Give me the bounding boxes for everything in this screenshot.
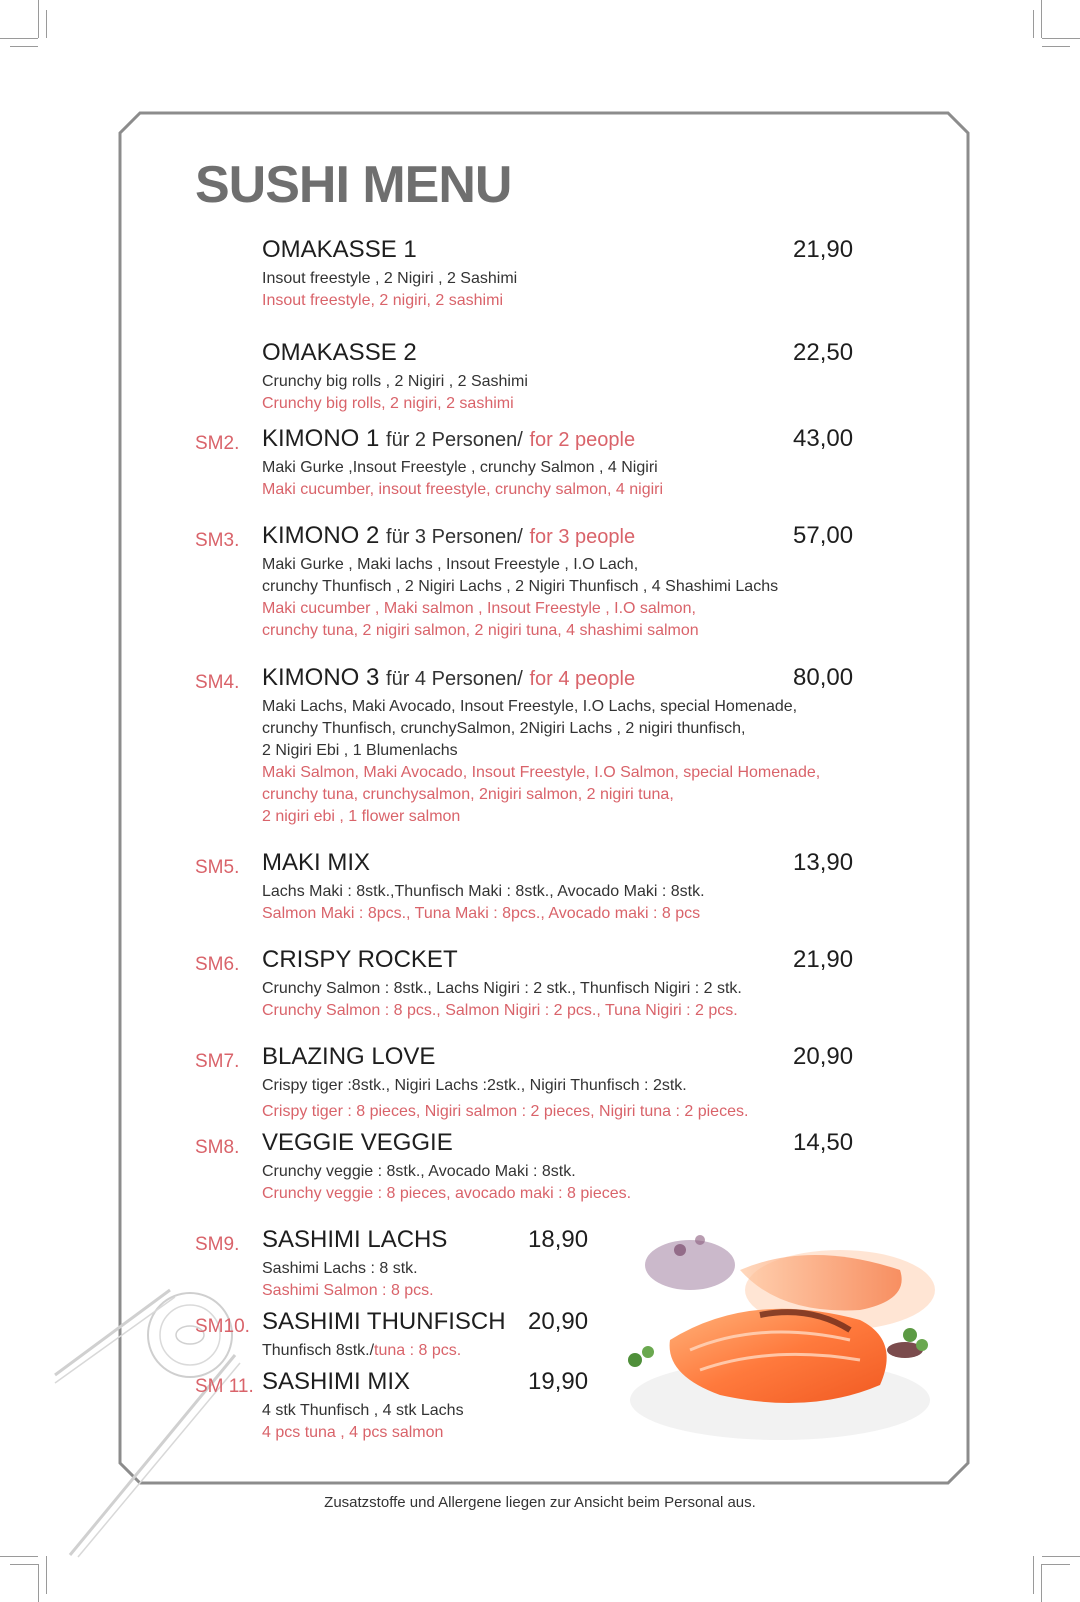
item-price: 14,50 — [793, 1129, 854, 1156]
item-description: Maki Lachs, Maki Avocado, Insout Freestyle, I.O Lachs, special Homenade, crunchy Thunfisch, crunchySalmon, 2Nigiri Lachs , 2 nigiri thunfisch, 2 Nigiri Ebi , 1 Blumenlachs Maki Salmon, Maki Avocado, Insout Freestyle, I.O Salmon, special Homenade, crunchy tuna, crunchysalmon, 2nigiri salmon, 2 nigiri tuna, 2 nigiri ebi , 1 flower salmon — [262, 698, 821, 825]
item-name: SASHIMI THUNFISCH — [262, 1308, 506, 1335]
page-title: SUSHI MENU — [195, 156, 512, 214]
item-code: SM5. — [195, 857, 240, 878]
item-name: KIMONO 2 für 3 Personen/ for 3 people — [262, 522, 636, 549]
item-price: 20,90 — [793, 1043, 854, 1070]
item-description: Maki Gurke ,Insout Freestyle , crunchy Salmon , 4 Nigiri Maki cucumber, insout freestyle, crunchy salmon, 4 nigiri — [262, 459, 664, 498]
item-description: Crunchy big rolls , 2 Nigiri , 2 Sashimi Crunchy big rolls, 2 nigiri, 2 sashimi — [262, 373, 528, 412]
item-price: 21,90 — [793, 946, 854, 973]
item-code: SM2. — [195, 433, 240, 454]
crop-mark — [46, 1556, 47, 1594]
item-name: KIMONO 3 für 4 Personen/ for 4 people — [262, 664, 636, 691]
item-price: 57,00 — [793, 522, 854, 549]
item-price: 19,90 — [528, 1368, 589, 1395]
crop-mark — [1041, 0, 1042, 38]
crop-mark — [1042, 1556, 1080, 1557]
item-description: Crispy tiger :8stk., Nigiri Lachs :2stk., Nigiri Thunfisch : 2stk. Crispy tiger : 8 pieces, Nigiri salmon : 2 pieces, Nigiri tuna : 2 pieces. — [262, 1077, 749, 1120]
salmon-sashimi-image — [610, 1210, 950, 1455]
crop-mark — [1033, 10, 1034, 38]
item-description: 4 stk Thunfisch , 4 stk Lachs 4 pcs tuna , 4 pcs salmon — [262, 1402, 464, 1441]
crop-mark — [38, 0, 39, 38]
crop-mark — [38, 1564, 39, 1602]
item-description: Sashimi Lachs : 8 stk. Sashimi Salmon : 8 pcs. — [262, 1260, 434, 1299]
item-name: SASHIMI LACHS — [262, 1226, 448, 1253]
item-code: SM7. — [195, 1051, 240, 1072]
item-name: MAKI MIX — [262, 849, 371, 876]
item-price: 43,00 — [793, 425, 854, 452]
crop-mark — [1042, 38, 1080, 39]
item-description: Maki Gurke , Maki lachs , Insout Freestyle , I.O Lach, crunchy Thunfisch , 2 Nigiri Lachs , 2 Nigiri Thunfisch , 4 Shashimi Lachs Maki cucumber , Maki salmon , Insout Freestyle , I.O salmon, crunchy tuna, 2 nigiri salmon, 2 nigiri tuna, 4 shashimi salmon — [262, 556, 779, 639]
item-code: SM9. — [195, 1234, 240, 1255]
item-description: Thunfisch 8stk./tuna : 8 pcs. — [262, 1342, 462, 1359]
crop-mark — [1041, 1564, 1042, 1602]
item-code: SM4. — [195, 672, 240, 693]
item-code: SM6. — [195, 954, 240, 975]
item-name: KIMONO 1 für 2 Personen/ for 2 people — [262, 425, 636, 452]
crop-mark — [10, 46, 38, 47]
item-name: CRISPY ROCKET — [262, 946, 458, 973]
item-price: 22,50 — [793, 339, 854, 366]
crop-mark — [0, 38, 38, 39]
item-name: VEGGIE VEGGIE — [262, 1129, 453, 1156]
item-description: Crunchy Salmon : 8stk., Lachs Nigiri : 2 stk., Thunfisch Nigiri : 2 stk. Crunchy Salmon : 8 pcs., Salmon Nigiri : 2 pcs., Tuna Nigiri : 2 pcs. — [262, 980, 742, 1019]
item-price: 13,90 — [793, 849, 854, 876]
item-code: SM10. — [195, 1316, 250, 1337]
item-price: 21,90 — [793, 236, 854, 263]
item-code: SM3. — [195, 530, 240, 551]
crop-mark — [10, 1564, 38, 1565]
item-price: 20,90 — [528, 1308, 589, 1335]
footer-note: Zusatzstoffe und Allergene liegen zur Ansicht beim Personal aus. — [324, 1494, 756, 1511]
item-price: 80,00 — [793, 664, 854, 691]
crop-mark — [1042, 1564, 1070, 1565]
crop-mark — [1033, 1556, 1034, 1594]
item-description: Insout freestyle , 2 Nigiri , 2 Sashimi Insout freestyle, 2 nigiri, 2 sashimi — [262, 270, 518, 309]
item-name: SASHIMI MIX — [262, 1368, 411, 1395]
crop-mark — [0, 1556, 38, 1557]
item-name: OMAKASSE 1 — [262, 236, 417, 263]
crop-mark — [46, 10, 47, 38]
item-price: 18,90 — [528, 1226, 589, 1253]
item-code: SM8. — [195, 1137, 240, 1158]
item-name: BLAZING LOVE — [262, 1043, 436, 1070]
item-description: Lachs Maki : 8stk.,Thunfisch Maki : 8stk., Avocado Maki : 8stk. Salmon Maki : 8pcs., Tuna Maki : 8pcs., Avocado maki : 8 pcs — [262, 883, 705, 922]
item-name: OMAKASSE 2 — [262, 339, 417, 366]
item-description: Crunchy veggie : 8stk., Avocado Maki : 8stk. Crunchy veggie : 8 pieces, avocado maki : 8 pieces. — [262, 1163, 632, 1202]
crop-mark — [1042, 46, 1070, 47]
item-code: SM 11. — [195, 1376, 254, 1397]
